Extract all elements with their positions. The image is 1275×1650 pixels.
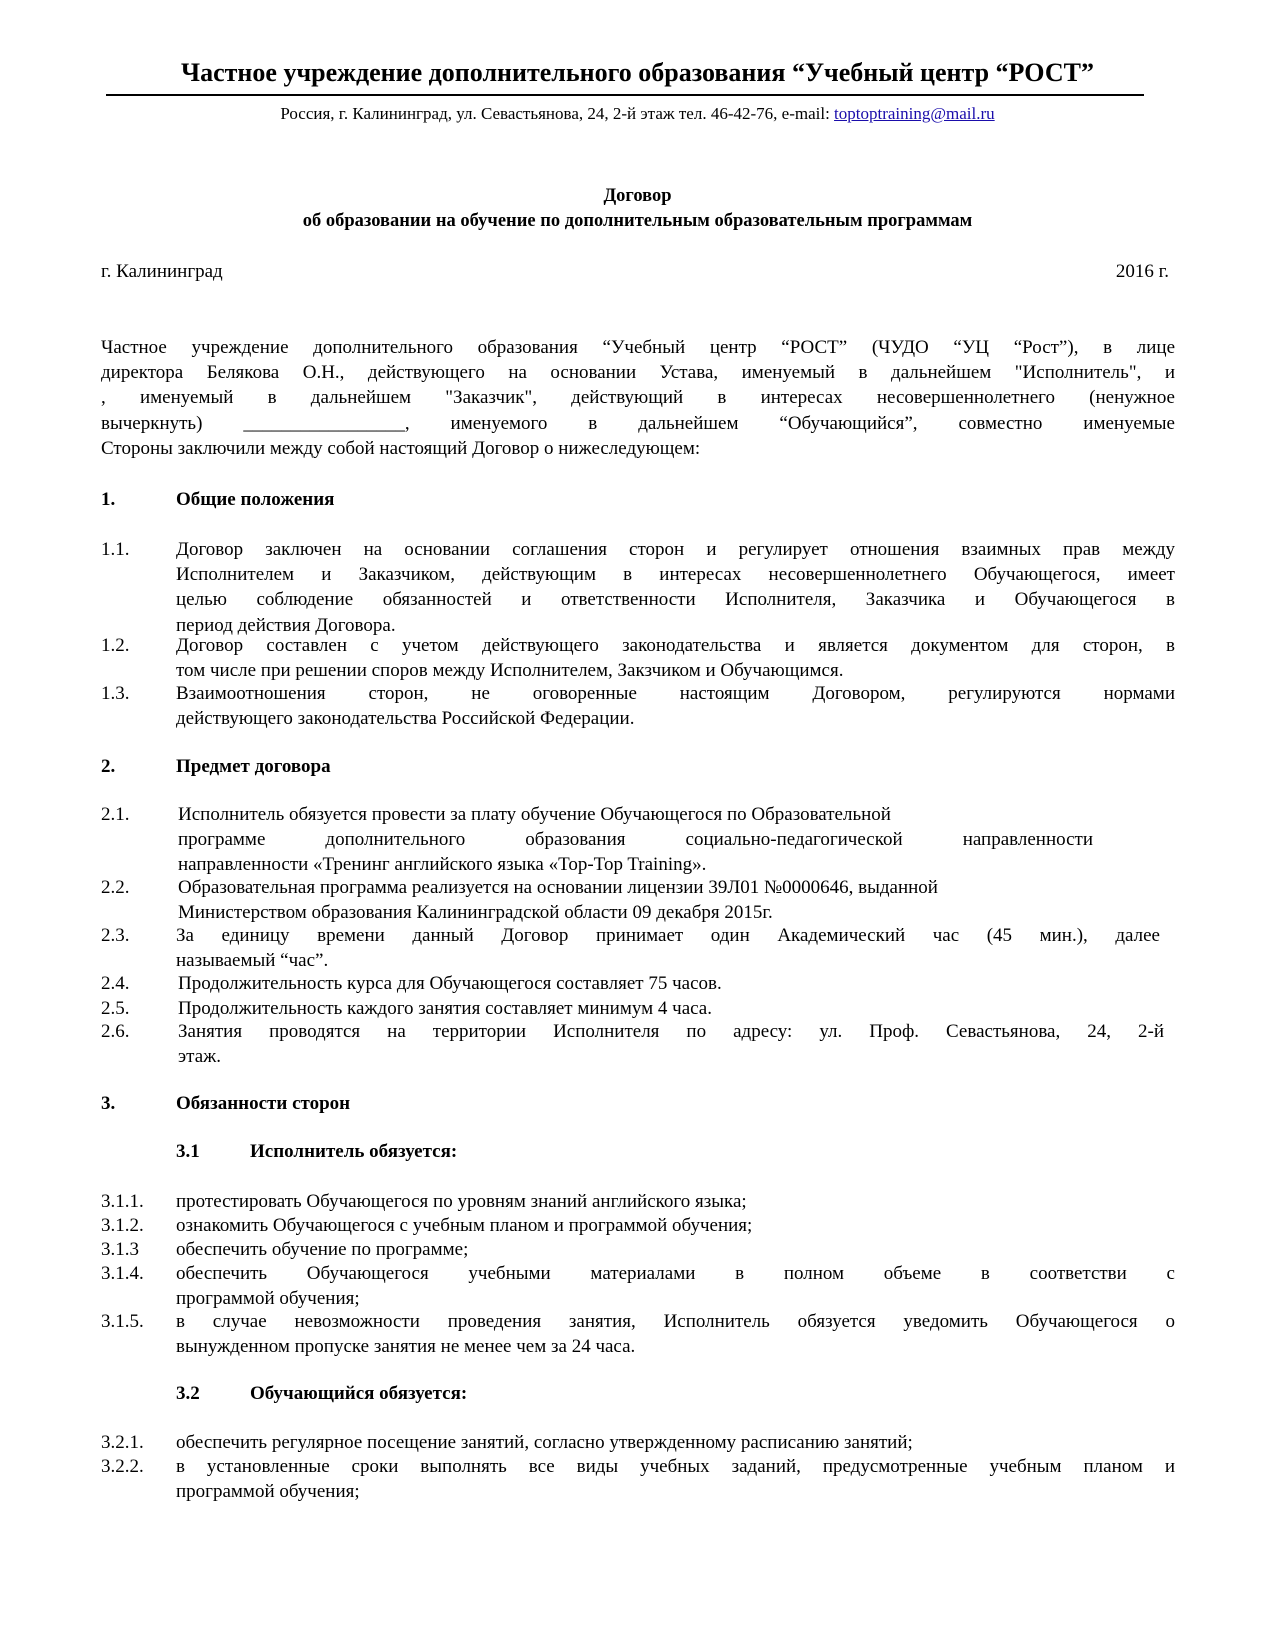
header-divider <box>106 94 1144 96</box>
clause-line: в установленные сроки выполнять все виды учебных заданий, предусмотренные учебным планом и <box>176 1456 1175 1477</box>
clause-text <box>176 1309 1175 1359</box>
clause-line: период действия Договора. <box>176 614 396 636</box>
clause-line: протестировать Обучающегося по уровням знаний английского языка; <box>176 1191 747 1212</box>
section-title: Обязанности сторон <box>176 1093 351 1114</box>
clause-text <box>178 996 1177 1021</box>
clause-text <box>176 1454 1175 1504</box>
preamble-line: директора Белякова О.Н., действующего на основании Устава, именуемый в дальнейшем "Исполнитель", и <box>101 362 1175 384</box>
clause-line: Продолжительность каждого занятия составляет минимум 4 часа. <box>178 998 712 1019</box>
clause-line: Взаимоотношения сторон, не оговоренные настоящим Договором, регулируются нормами <box>176 683 1175 704</box>
subsection-number: 3.1 <box>176 1141 200 1162</box>
document-title-line2: об образовании на обучение по дополнительным образовательным программам <box>302 211 973 231</box>
clause-number: 2.1. <box>101 804 130 825</box>
clause-line: этаж. <box>178 1046 222 1068</box>
clause-number: 3.1.4. <box>101 1263 144 1284</box>
clause-line: Министерством образования Калининградской области 09 декабря 2015г. <box>178 902 773 924</box>
place-of-signing: г. Калининград <box>101 261 223 282</box>
clause-line: Договор заключен на основании соглашения сторон и регулирует отношения взаимных прав между <box>176 539 1175 560</box>
clause-line: обеспечить обучение по программе; <box>176 1239 469 1260</box>
clause-number: 2.5. <box>101 998 130 1019</box>
clause-number: 3.2.2. <box>101 1456 144 1477</box>
clause-text <box>176 923 1160 973</box>
clause-text <box>178 971 1177 996</box>
preamble-line: вычеркнуть) _________________, именуемого в дальнейшем “Обучающийся”, совместно именуемые <box>101 412 1175 434</box>
clause-line: Продолжительность курса для Обучающегося составляет 75 часов. <box>178 973 722 994</box>
section-number: 2. <box>101 756 116 777</box>
clause-text <box>176 1213 1175 1238</box>
clause-number: 2.2. <box>101 877 130 898</box>
clause-number: 2.6. <box>101 1021 130 1042</box>
clause-text <box>176 1237 1175 1262</box>
section-number: 3. <box>101 1093 116 1114</box>
clause-number: 1.3. <box>101 683 130 704</box>
clause-text <box>176 1189 1175 1214</box>
clause-number: 3.1.2. <box>101 1215 144 1236</box>
section-number: 1. <box>101 489 116 510</box>
clause-line: называемый “час”. <box>176 950 329 972</box>
clause-line: программой обучения; <box>176 1481 360 1503</box>
clause-text <box>176 1261 1175 1311</box>
section-title: Общие положения <box>176 489 335 510</box>
clause-number: 2.4. <box>101 973 130 994</box>
clause-number: 1.2. <box>101 635 130 656</box>
section-title: Предмет договора <box>176 756 331 777</box>
email-link[interactable]: toptoptraining@mail.ru <box>834 104 995 123</box>
clause-text <box>178 802 1093 878</box>
clause-line: том числе при решении споров между Исполнителем, Закзчиком и Обучающимся. <box>176 660 844 682</box>
clause-line: программой обучения; <box>176 1288 360 1310</box>
clause-line: ознакомить Обучающегося с учебным планом и программой обучения; <box>176 1215 753 1236</box>
clause-number: 3.1.5. <box>101 1311 144 1332</box>
document-title <box>0 184 1275 234</box>
clause-text <box>176 633 1175 683</box>
clause-line: За единицу времени данный Договор принимает один Академический час (45 мин.), далее <box>176 925 1160 946</box>
clause-line: в случае невозможности проведения занятия, Исполнитель обязуется уведомить Обучающегося о <box>176 1311 1175 1332</box>
organization-name: Частное учреждение дополнительного образования “Учебный центр “РОСТ” <box>181 58 1094 87</box>
clause-text <box>178 875 1177 925</box>
clause-text <box>176 537 1175 638</box>
organization-address <box>0 103 1275 125</box>
preamble-paragraph <box>101 335 1175 461</box>
clause-line: Договор составлен с учетом действующего законодательства и является документом для сторон, в <box>176 635 1175 656</box>
clause-line: Занятия проводятся на территории Исполнителя по адресу: ул. Проф. Севастьянова, 24, 2-й <box>178 1021 1164 1042</box>
contract-year: 2016 г. <box>1115 261 1169 282</box>
clause-number: 2.3. <box>101 925 130 946</box>
clause-line: обеспечить регулярное посещение занятий, согласно утвержденному расписанию занятий; <box>176 1432 913 1453</box>
clause-number: 3.1.3 <box>101 1239 139 1260</box>
clause-line: Исполнителем и Заказчиком, действующим в интересах несовершеннолетнего Обучающегося, имеет <box>176 564 1175 586</box>
clause-text <box>178 1019 1164 1069</box>
clause-number: 1.1. <box>101 539 130 560</box>
preamble-line: Частное учреждение дополнительного образования “Учебный центр “РОСТ” (ЧУДО “УЦ “Рост”), в лице <box>101 337 1175 358</box>
clause-line: Образовательная программа реализуется на основании лицензии 39Л01 №0000646, выданной <box>178 877 938 898</box>
clause-line: действующего законодательства Российской Федерации. <box>176 708 635 730</box>
address-text: Россия, г. Калининград, ул. Севастьянова, 24, 2-й этаж тел. 46-42-76, e-mail: <box>280 104 835 123</box>
document-title-line1: Договор <box>603 186 672 206</box>
clause-line: обеспечить Обучающегося учебными материалами в полном объеме в соответстви с <box>176 1263 1175 1284</box>
clause-text <box>176 681 1175 731</box>
preamble-line: , именуемый в дальнейшем "Заказчик", действующий в интересах несовершеннолетнего (ненужное <box>101 387 1175 409</box>
clause-number: 3.1.1. <box>101 1191 144 1212</box>
clause-number: 3.2.1. <box>101 1432 144 1453</box>
subsection-number: 3.2 <box>176 1383 200 1404</box>
clause-text <box>176 1430 1175 1455</box>
preamble-line: Стороны заключили между собой настоящий Договор о нижеследующем: <box>101 437 701 459</box>
subsection-title: Исполнитель обязуется: <box>250 1141 458 1162</box>
clause-line: направленности «Тренинг английского языка «Top-Top Training». <box>178 854 707 876</box>
clause-line: вынужденном пропуске занятия не менее чем за 24 часа. <box>176 1336 636 1358</box>
clause-line: программе дополнительного образования социально-педагогической направленности <box>178 829 1093 851</box>
clause-line: Исполнитель обязуется провести за плату обучение Обучающегося по Образовательной <box>178 804 891 825</box>
subsection-title: Обучающийся обязуется: <box>250 1383 468 1404</box>
clause-line: целью соблюдение обязанностей и ответственности Исполнителя, Заказчика и Обучающегося в <box>176 589 1175 611</box>
